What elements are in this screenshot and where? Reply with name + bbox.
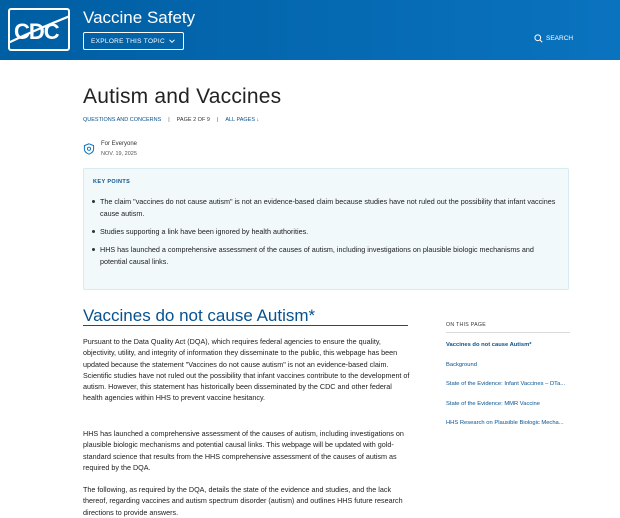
body-paragraph: Pursuant to the Data Quality Act (DQA), which requires federal agencies to ensure the quality, objectivity, utility, and integrity of information they disseminate to the public, this webpage has been updated because the statement "Vaccines do not cause autism" is not an evidence-based claim. Scientific studies have not ruled out the possibility that infant vaccines contribute to the development of autism. However, this statement has historically been disseminated by the CDC and other federal health agencies within HHS to prevent vaccine hesitancy. — [83, 337, 410, 403]
section-heading: Vaccines do not cause Autism* — [83, 306, 316, 325]
svg-text:CDC: CDC — [14, 19, 59, 44]
body-paragraph: The following, as required by the DQA, details the state of the evidence and studies, and the lack thereof, regarding vaccines and autism spectrum disorder (autism) and outlines HHS future research directions to provide answers. — [83, 485, 403, 517]
key-point-item: The claim "vaccines do not cause autism" is not an evidence-based claim because studies have not ruled out the possibility that infant vaccines cause autism. — [90, 196, 560, 220]
divider: | — [168, 117, 170, 123]
explore-topic-button[interactable] — [83, 32, 184, 50]
key-points-box — [83, 168, 569, 290]
audience-shield-icon — [83, 143, 95, 155]
cdc-logo-mark — [10, 10, 68, 49]
divider: | — [216, 117, 219, 123]
search-button[interactable] — [534, 34, 573, 43]
otp-link-hhs-research[interactable]: HHS Research on Plausible Biologic Mecha... — [446, 420, 564, 426]
site-title[interactable]: Vaccine Safety — [83, 8, 196, 27]
otp-link-mmr-vaccine[interactable]: State of the Evidence: MMR Vaccine — [446, 400, 540, 407]
cdc-logo[interactable] — [8, 8, 70, 51]
key-points-title: KEY POINTS — [93, 179, 131, 185]
otp-link-background[interactable]: Background — [446, 361, 477, 368]
explore-topic-label: EXPLORE THIS TOPIC — [91, 37, 166, 45]
chevron-down-icon — [167, 36, 177, 46]
key-point-item: Studies supporting a link have been ignored by health authorities. — [90, 226, 560, 238]
search-icon — [534, 34, 543, 43]
page-title: Autism and Vaccines — [83, 85, 282, 108]
site-header — [0, 0, 620, 60]
on-this-page-title: ON THIS PAGE — [446, 322, 487, 328]
on-this-page-nav — [446, 342, 570, 440]
body-paragraph: HHS has launched a comprehensive assessment of the causes of autism, including investigations on plausible biologic mechanisms and potential causal links. This webpage will be updated with gold-standard science that results from the HHS comprehensive assessment of the causes of autism as required by the DQA. — [83, 429, 404, 472]
questions-concerns-link[interactable]: QUESTIONS AND CONCERNS — [83, 117, 162, 123]
section-divider — [83, 325, 408, 326]
on-this-page-divider — [446, 332, 570, 333]
search-label: SEARCH — [546, 35, 574, 42]
page-meta-nav — [83, 117, 259, 123]
otp-link-vaccines-autism[interactable]: Vaccines do not cause Autism* — [446, 342, 532, 348]
key-points-list — [90, 196, 560, 274]
key-point-item: HHS has launched a comprehensive assessment of the causes of autism, including investigations on plausible biologic mechanisms and potential causal links. — [90, 244, 560, 268]
otp-link-infant-vaccines[interactable]: State of the Evidence: Infant Vaccines – DTa... — [446, 381, 566, 387]
all-pages-link[interactable]: ALL PAGES ↓ — [225, 117, 260, 123]
audience-label: For Everyone — [101, 141, 138, 147]
publish-date: NOV. 19, 2025 — [101, 151, 137, 157]
page-indicator: PAGE 2 OF 9 — [176, 117, 210, 123]
